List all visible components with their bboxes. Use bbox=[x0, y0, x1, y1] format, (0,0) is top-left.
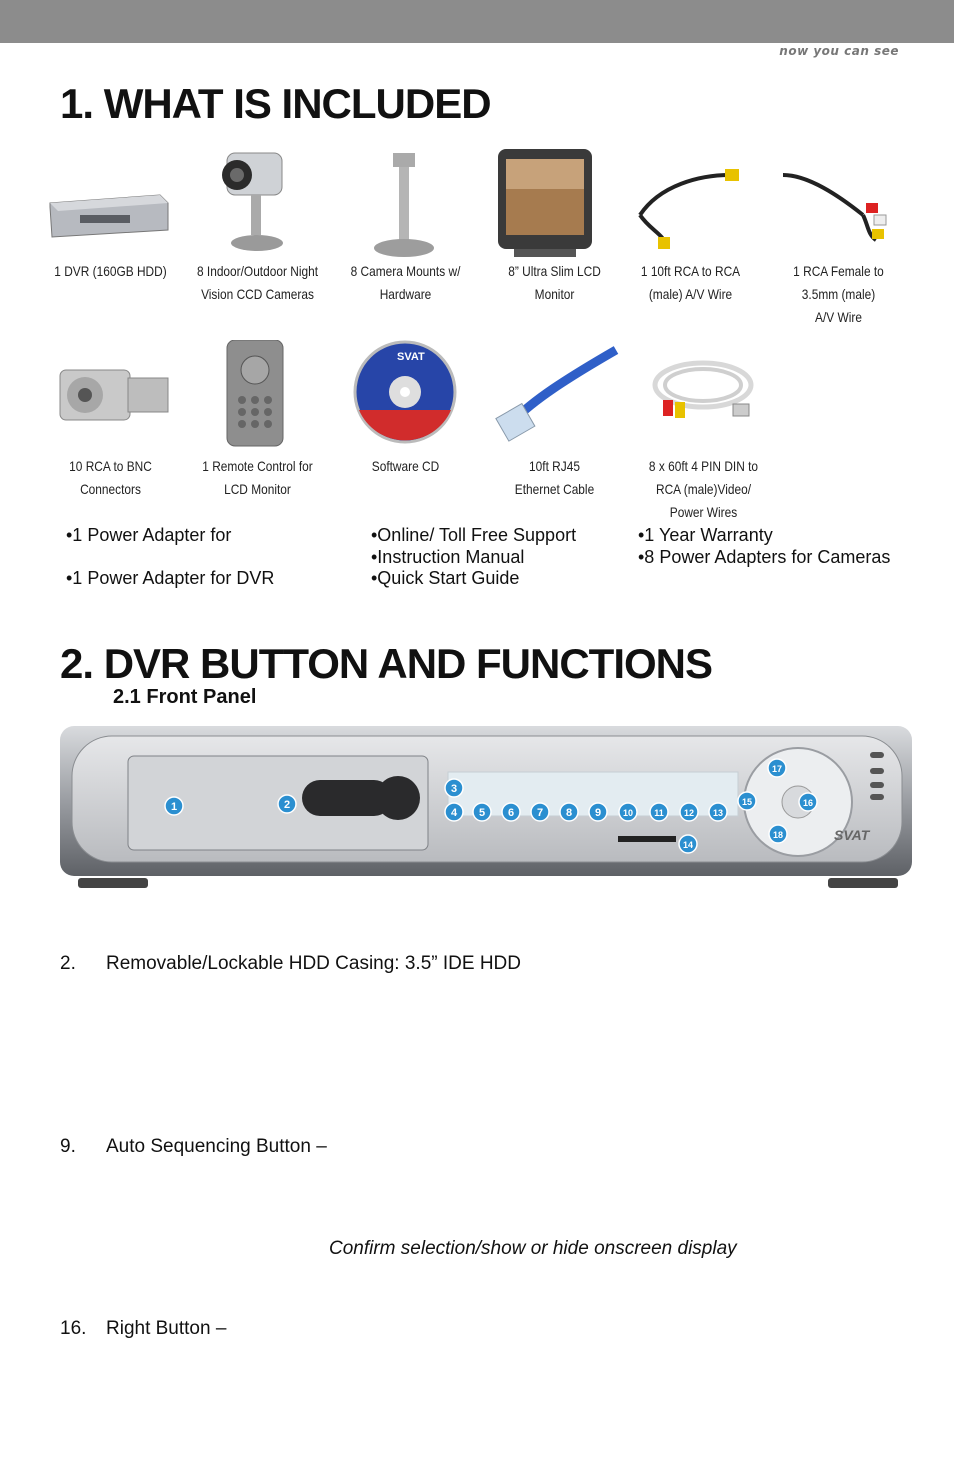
callout-label-11: 11 bbox=[654, 808, 664, 818]
item-cd: SVAT Software CD bbox=[335, 340, 475, 478]
callout-label-5: 5 bbox=[478, 807, 486, 819]
list-item-hdd-casing: 2. Removable/Lockable HDD Casing: 3.5” IDE HDD bbox=[60, 953, 521, 974]
item-din-cable: 8 x 60ft 4 PIN DIN to RCA (male)Video/ Power Wires bbox=[633, 340, 773, 524]
callout-label-10: 10 bbox=[622, 808, 634, 818]
dvr-front-panel-image bbox=[58, 722, 914, 900]
dvr-icon bbox=[40, 145, 180, 260]
item-ethernet: 10ft RJ45 Ethernet Cable bbox=[484, 340, 624, 501]
callout-label-9: 9 bbox=[594, 807, 602, 819]
ethernet-cable-icon bbox=[484, 340, 624, 455]
bullet-power-adapter: •1 Power Adapter for bbox=[66, 525, 232, 545]
bullet-camera-adapters: •8 Power Adapters for Cameras bbox=[638, 547, 891, 567]
item-rca-cable: 1 10ft RCA to RCA (male) A/V Wire bbox=[620, 145, 760, 306]
item-remote: 1 Remote Control for LCD Monitor bbox=[187, 340, 327, 501]
remote-icon bbox=[187, 340, 327, 455]
av-cable-icon bbox=[768, 145, 908, 260]
section-title-included: 1. WHAT IS INCLUDED bbox=[60, 80, 491, 127]
callout-label-16: 16 bbox=[802, 798, 814, 808]
dvr-front-panel bbox=[58, 722, 914, 900]
callout-label-17: 17 bbox=[771, 764, 783, 774]
callout-label-1: 1 bbox=[170, 801, 178, 813]
subsection-front-panel: 2.1 Front Panel bbox=[113, 686, 257, 708]
callout-label-8: 8 bbox=[565, 807, 573, 819]
callout-label-6: 6 bbox=[507, 807, 515, 819]
item-bnc: 10 RCA to BNC Connectors bbox=[40, 340, 180, 501]
rca-cable-icon bbox=[620, 145, 760, 260]
list-item-right-button: 16. Right Button – bbox=[60, 1318, 227, 1339]
bullet-power-adapter-dvr: •1 Power Adapter for DVR bbox=[66, 568, 275, 588]
callout-label-14: 14 bbox=[682, 840, 694, 850]
monitor-icon bbox=[484, 145, 624, 260]
callout-label-3: 3 bbox=[450, 783, 458, 795]
confirm-selection-note: Confirm selection/show or hide onscreen display bbox=[329, 1238, 737, 1259]
callout-label-18: 18 bbox=[772, 830, 784, 840]
callout-label-12: 12 bbox=[683, 808, 695, 818]
item-dvr: 1 DVR (160GB HDD) bbox=[40, 145, 180, 283]
list-item-auto-sequencing: 9. Auto Sequencing Button – bbox=[60, 1136, 327, 1157]
section-title-dvr: 2. DVR BUTTON AND FUNCTIONS bbox=[60, 640, 713, 687]
item-mount: 8 Camera Mounts w/ Hardware bbox=[335, 145, 475, 306]
item-camera: 8 Indoor/Outdoor Night Vision CCD Cameras bbox=[187, 145, 327, 306]
item-monitor: 8” Ultra Slim LCD Monitor bbox=[484, 145, 624, 306]
callout-label-4: 4 bbox=[450, 807, 458, 819]
callout-label-13: 13 bbox=[712, 808, 724, 818]
camera-icon bbox=[187, 145, 327, 260]
bullet-quick-start: •Quick Start Guide bbox=[371, 568, 520, 588]
callout-label-2: 2 bbox=[283, 799, 291, 811]
bnc-connector-icon bbox=[40, 340, 180, 455]
bullet-manual: •Instruction Manual bbox=[371, 547, 525, 567]
callout-label-15: 15 bbox=[741, 797, 753, 807]
item-av-cable: 1 RCA Female to 3.5mm (male) A/V Wire bbox=[768, 145, 908, 329]
cd-icon bbox=[335, 340, 475, 455]
cd-brand: SVAT bbox=[397, 351, 425, 363]
tagline: now you can see bbox=[779, 44, 899, 58]
bullet-support: •Online/ Toll Free Support bbox=[371, 525, 577, 545]
header-bar bbox=[0, 0, 954, 43]
din-cable-icon bbox=[633, 340, 773, 455]
callout-label-7: 7 bbox=[536, 807, 544, 819]
bullet-warranty: •1 Year Warranty bbox=[638, 525, 773, 545]
panel-brand-logo: SVAT bbox=[834, 827, 870, 843]
mount-icon bbox=[335, 145, 475, 260]
